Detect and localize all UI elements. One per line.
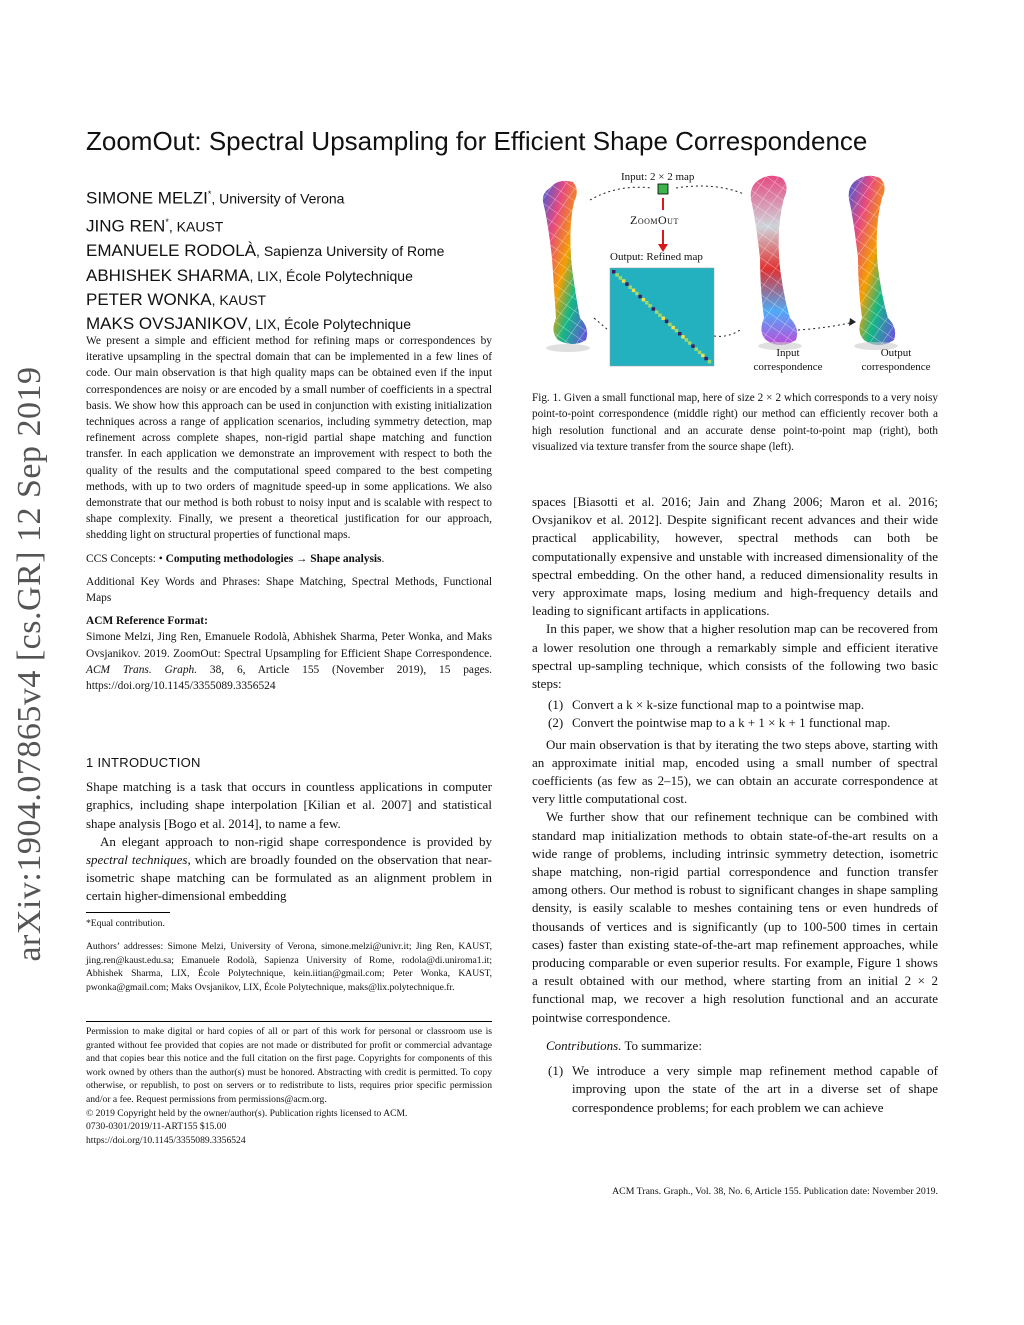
author: ABHISHEK SHARMA, LIX, École Polytechnique (86, 265, 413, 285)
permission-rule (86, 1021, 492, 1022)
footnote: *Equal contribution. (86, 918, 165, 929)
matrix-cell (635, 292, 639, 296)
output-correspondence-label: Output correspondence (861, 347, 931, 373)
matrix-cell (638, 295, 642, 299)
intro-paragraph-1: Shape matching is a task that occurs in countless applications in computer graphics, including shape interpolation [Kilian et al. 2007] and statistical shape analysis [Bogo et al. 2014], to name a few. (86, 779, 492, 831)
intro-paragraph-2: An elegant approach to non-rigid shape correspondence is provided by spectral techniques, which are broadly founded on the observation that near-isometric shape matching can be formulated as an alignment problem in certain higher-dimensional embedding (86, 833, 492, 904)
right-paragraph-2: In this paper, we show that a higher resolution map can be recovered from a lower resolution one through a remarkably simple and efficient iterative spectral up-sampling technique, which consists of the following two basic steps: (532, 621, 938, 692)
figure-1 (528, 168, 948, 378)
author-addresses: Authors’ addresses: Simone Melzi, University of Verona, simone.melzi@univr.it; Jing Ren, KAUST, jing.ren@kaust.edu.sa; Emanuele Rodolà, Sapienza University of Rome, rodola@di.uniroma1.it; Abhishek Sharma, LIX, École Polytechnique, kein.iitian@gmail.com; Peter Wonka, KAUST, pwonka@gmail.com; Maks Ovsjanikov, LIX, École Polytechnique, maks@lix.polytechnique.fr. (86, 941, 492, 993)
input-map-label: Input: 2 × 2 map (621, 171, 695, 183)
figure-1-caption: Fig. 1. Given a small functional map, here of size 2 × 2 which corresponds to a very noisy point-to-point correspondence (middle right) our method can efficiently recover both a high resolution functional and an accurate dense point-to-point map (right), both visualized via texture transfer from the source shape (left). (532, 392, 938, 454)
input-map-box (658, 184, 668, 194)
paper-title: ZoomOut: Spectral Upsampling for Efficient Shape Correspondence (86, 126, 868, 156)
matrix-cell (701, 354, 705, 358)
matrix-cell (622, 279, 626, 283)
author: JING REN*, KAUST (86, 216, 224, 236)
matrix-cell (619, 276, 623, 280)
matrix-cell (704, 357, 708, 361)
page-footer: ACM Trans. Graph., Vol. 38, No. 6, Article 155. Publication date: November 2019. (612, 1186, 938, 1197)
issn: 0730-0301/2019/11-ART155 $15.00 (86, 1121, 227, 1133)
doi: https://doi.org/10.1145/3355089.3356524 (86, 1134, 246, 1146)
output-correspondence-shape (849, 176, 898, 350)
dotted-arrow-right (714, 330, 740, 336)
matrix-cell (662, 317, 666, 321)
author: MAKS OVSJANIKOV, LIX, École Polytechnique (86, 314, 411, 334)
contributions-heading: Contributions. To summarize: (546, 1037, 702, 1053)
matrix-cell (632, 289, 636, 293)
right-paragraph-1: spaces [Biasotti et al. 2016; Jain and Zhang 2006; Maron et al. 2016; Ovsjanikov et al. 2012]. Despite significant recent advances and their wide practical applicability, however, spectral methods can both be computationally expensive and unstable with increased dimensionality of the spectral embedding. On the other hand, a reduced dimensionality results in very approximate maps, losing medium and high-frequency details and leading to significant artifacts in applications. (532, 494, 938, 619)
step-1: (1) Convert a k × k-size functional map to a pointwise map. (548, 697, 865, 713)
input-correspondence-shape (751, 176, 802, 350)
acm-reference: Simone Melzi, Jing Ren, Emanuele Rodolà, Abhishek Sharma, Peter Wonka, and Maks Ovsjanikov. 2019. ZoomOut: Spectral Upsampling for Efficient Shape Correspondence. ACM Trans. Graph. 38, 6, Article 155 (November 2019), 15 pages. https://doi.org/10.1145/3355089.3356524 (86, 631, 492, 693)
arxiv-identifier: arXiv:1904.07865v4 [cs.GR] 12 Sep 2019 (11, 366, 48, 962)
matrix-cell (629, 286, 633, 290)
matrix-cell (681, 335, 685, 339)
permission-text: Permission to make digital or hard copies of all or part of this work for personal or classroom use is granted without fee provided that copies are not made or distributed for profit or commercial advantage and that copies bear this notice and the full citation on the first page. Copyrights for components of this work owned by others than the author(s) must be honored. Abstracting with credit is permitted. To copy otherwise, or republish, to post on servers or to redistribute to lists, requires prior specific permission and/or a fee. Request permissions from permissions@acm.org. (86, 1026, 492, 1105)
introduction-section (86, 754, 492, 906)
matrix-cell (665, 320, 669, 324)
matrix-cell (652, 307, 656, 311)
copyright: © 2019 Copyright held by the owner/author(s). Publication rights licensed to ACM. (86, 1107, 408, 1119)
right-paragraph-4: We further show that our refinement technique can be combined with standard map initialization methods to obtain state-of-the-art results on a wide range of problems, including intrinsic symmetry detection, isometric shape matching, non-rigid partial correspondence and function transfer among others. Our method is robust to significant changes in shape sampling density, is easily scalable to meshes containing tens or even hundreds of thousands of vertices and is significantly (up to 100-500 times in certain cases) faster than existing state-of-the-art map refinement approaches, while producing comparable or even superior results. For example, Figure 1 shows a result obtained with our method, where starting from an initial 2 × 2 functional map, we recover a high resolution functional and an accurate pointwise correspondence. (532, 809, 938, 1025)
dotted-arrow-top (676, 186, 744, 194)
method-name: ZoomOut (630, 213, 679, 227)
author-list (86, 183, 506, 337)
matrix-cell (615, 273, 619, 277)
right-paragraph-3: Our main observation is that by iterating the two steps above, starting with an approximate initial map, encoded using a small number of spectral coefficients (as few as 2–15), we can obtain an accurate correspondence at very little computational cost. (532, 736, 938, 807)
matrix-cell (708, 360, 712, 364)
output-map-label: Output: Refined map (610, 251, 703, 263)
section-heading: 1 INTRODUCTION (86, 755, 201, 770)
dotted-arrow-in (590, 187, 652, 200)
matrix-cell (685, 338, 689, 342)
matrix-cell (688, 341, 692, 345)
matrix-cell (642, 298, 646, 302)
source-shape (543, 181, 590, 352)
author: SIMONE MELZI*, University of Verona (86, 188, 345, 208)
ccs-concepts: CCS Concepts: • Computing methodologies → Shape analysis. (86, 552, 385, 565)
matrix-cell (655, 310, 659, 314)
matrix-cell (678, 332, 682, 336)
acm-reference-heading: ACM Reference Format: (86, 615, 208, 628)
dotted-arrow-output (798, 322, 854, 330)
matrix-cell (698, 351, 702, 355)
footnote-rule (86, 912, 170, 913)
abstract-block (86, 333, 492, 694)
contribution-1: (1) We introduce a very simple map refinement method capable of improving upon the state of the art in a diverse set of shape correspondence problems; for each problem we can achieve (548, 1063, 938, 1115)
author: EMANUELE RODOLÀ, Sapienza University of Rome (86, 241, 445, 261)
matrix-cell (645, 301, 649, 305)
matrix-cell (658, 313, 662, 317)
matrix-cell (625, 282, 629, 286)
matrix-cell (671, 326, 675, 330)
matrix-cell (691, 344, 695, 348)
right-column-text (532, 493, 938, 1117)
dotted-arrow-left (594, 318, 608, 330)
step-2: (2) Convert the pointwise map to a k + 1 × k + 1 functional map. (548, 715, 891, 731)
abstract: We present a simple and efficient method for refining maps or correspondences by iterative upsampling in the spectral domain that can be implemented in a few lines of code. Our main observation is that high quality maps can be obtained even if the input correspondences are noisy or are encoded by a small number of coefficients in a spectral basis. We show how this approach can be used in conjunction with existing initialization techniques across a range of application scenarios, including symmetry detection, map refinement across complete shapes, non-rigid partial shape matching and function transfer. In each application we demonstrate an improvement with respect to both the quality of the results and the computational speed compared to the best competing methods, with up to two orders of magnitude speed-up in some applications. We also demonstrate that our method is both robust to noisy input and is scalable with respect to shape complexity. Finally, we present a theoretical justification for our approach, shedding light on structural properties of functional maps. (86, 335, 492, 542)
matrix-cell (675, 329, 679, 333)
matrix-cell (695, 348, 699, 352)
arrow-head-icon (849, 318, 856, 326)
matrix-cell (612, 270, 616, 274)
keywords: Additional Key Words and Phrases: Shape Matching, Spectral Methods, Functional Maps (86, 575, 492, 605)
permission-block (86, 1025, 492, 1147)
input-correspondence-label: Input correspondence (753, 347, 823, 373)
matrix-cell (648, 304, 652, 308)
matrix-cell (668, 323, 672, 327)
author: PETER WONKA, KAUST (86, 289, 267, 309)
